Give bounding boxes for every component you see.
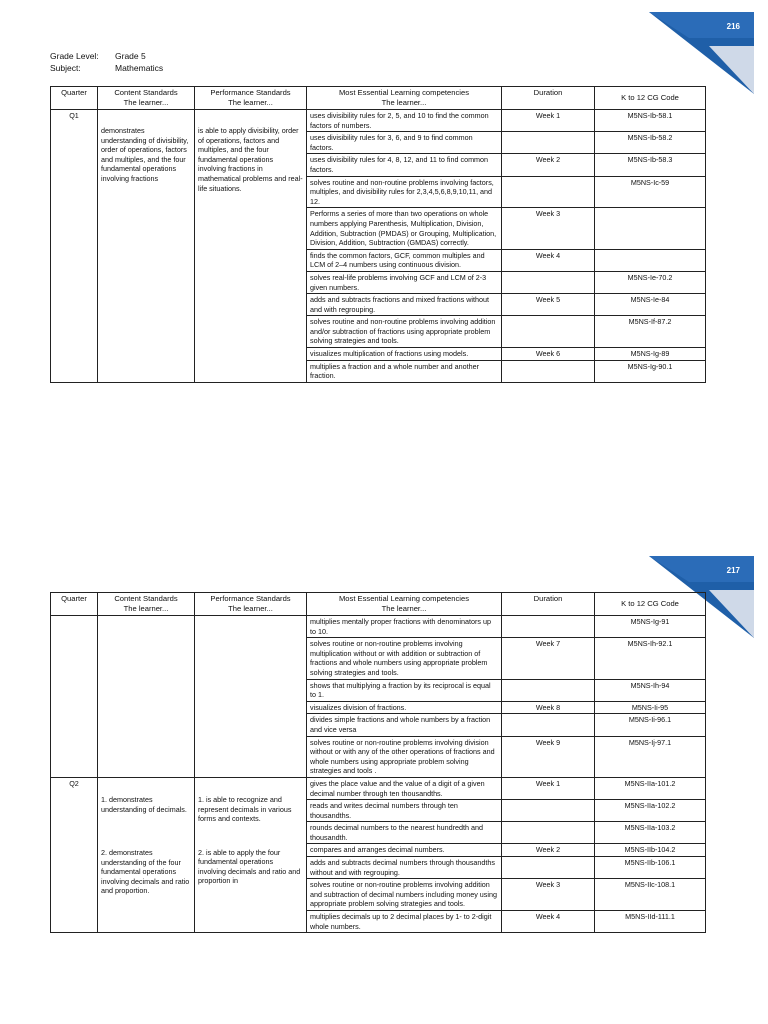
- duration-cell: Week 4: [502, 911, 595, 933]
- melc-cell: gives the place value and the value of a digit of a given decimal number through ten thousandths.: [307, 777, 502, 799]
- document-meta: [50, 50, 163, 74]
- code-cell: M5NS-IIb-106.1: [595, 857, 706, 879]
- melc-cell: visualizes multiplication of fractions using models.: [307, 348, 502, 361]
- performance-standard-cell: [195, 616, 307, 778]
- duration-cell: [502, 271, 595, 293]
- melc-cell: solves routine and non-routine problems involving factors, multiples, and divisibility rules for 2,3,4,5,6,8,9,10,11, and 12.: [307, 176, 502, 208]
- code-header: K to 12 CG Code: [595, 87, 706, 110]
- melc-cell: solves routine or non-routine problems involving division without or with any of the other operations of fractions and whole numbers using appropriate problem solving strategies and tools .: [307, 736, 502, 777]
- curriculum-table: [50, 592, 706, 933]
- table-header-row: [51, 593, 706, 616]
- melc-cell: visualizes division of fractions.: [307, 701, 502, 714]
- melc-cell: rounds decimal numbers to the nearest hundredth and thousandth.: [307, 822, 502, 844]
- duration-cell: Week 6: [502, 348, 595, 361]
- duration-cell: Week 8: [502, 701, 595, 714]
- duration-cell: Week 1: [502, 777, 595, 799]
- grade-level-label: Grade Level:: [50, 51, 99, 61]
- duration-cell: [502, 800, 595, 822]
- duration-header: Duration: [502, 87, 595, 110]
- duration-cell: Week 4: [502, 249, 595, 271]
- melc-cell: solves real-life problems involving GCF and LCM of 2-3 given numbers.: [307, 271, 502, 293]
- duration-cell: [502, 132, 595, 154]
- content-standard-2: 2. demonstrates understanding of the four fundamental operations involving decimals and ratio and proportion.: [101, 848, 190, 896]
- code-header: K to 12 CG Code: [595, 593, 706, 616]
- duration-cell: [502, 360, 595, 382]
- duration-cell: Week 2: [502, 844, 595, 857]
- performance-standard-1: 1. is able to recognize and represent decimals in various forms and contexts.: [198, 794, 292, 824]
- page-number: 216: [726, 22, 740, 31]
- quarter-header: Quarter: [51, 593, 98, 616]
- melc-cell: compares and arranges decimal numbers.: [307, 844, 502, 857]
- duration-cell: [502, 176, 595, 208]
- content-standard-cell: [98, 777, 195, 932]
- melc-cell: uses divisibility rules for 3, 6, and 9 to find common factors.: [307, 132, 502, 154]
- quarter-cell: [51, 616, 98, 778]
- melc-header: Most Essential Learning competencies The learner...: [307, 593, 502, 616]
- duration-cell: Week 1: [502, 110, 595, 132]
- grade-level: Grade 5: [115, 51, 146, 61]
- code-cell: M5NS-Ib-58.3: [595, 154, 706, 176]
- code-cell: M5NS-Ih-92.1: [595, 638, 706, 679]
- melc-cell: multiplies decimals up to 2 decimal places by 1- to 2-digit whole numbers.: [307, 911, 502, 933]
- quarter-cell: Q2: [51, 777, 98, 932]
- code-cell: M5NS-IIc-108.1: [595, 879, 706, 911]
- quarter-cell: Q1: [51, 110, 98, 383]
- melc-cell: reads and writes decimal numbers through ten thousandths.: [307, 800, 502, 822]
- melc-header: Most Essential Learning competencies The learner...: [307, 87, 502, 110]
- duration-cell: Week 5: [502, 294, 595, 316]
- melc-cell: solves routine or non-routine problems involving addition and subtraction of decimal numbers including money using appropriate problem solving strategies and tools.: [307, 879, 502, 911]
- melc-cell: uses divisibility rules for 2, 5, and 10 to find the common factors of numbers.: [307, 110, 502, 132]
- code-cell: M5NS-Ie-70.2: [595, 271, 706, 293]
- duration-header: Duration: [502, 593, 595, 616]
- content-standard-cell: demonstrates understanding of divisibility, order of operations, factors and multiples, and the four fundamental operations involving fractions: [98, 110, 195, 383]
- melc-cell: divides simple fractions and whole numbers by a fraction and vice versa: [307, 714, 502, 736]
- duration-cell: [502, 616, 595, 638]
- content-header: Content Standards The learner...: [98, 593, 195, 616]
- code-cell: M5NS-Ij-97.1: [595, 736, 706, 777]
- melc-cell: shows that multiplying a fraction by its reciprocal is equal to 1.: [307, 679, 502, 701]
- duration-cell: Week 3: [502, 879, 595, 911]
- performance-standard-2: 2. is able to apply the four fundamental operations involving decimals and ratio and proportion in: [198, 847, 301, 886]
- melc-cell: solves routine or non-routine problems involving multiplication without or with addition or subtraction of fractions and whole numbers using appropriate problem solving strategies and tools.: [307, 638, 502, 679]
- melc-cell: solves routine and non-routine problems involving addition and/or subtraction of fractions using appropriate problem solving strategies and tools.: [307, 316, 502, 348]
- melc-cell: adds and subtracts decimal numbers through thousandths without and with regrouping.: [307, 857, 502, 879]
- performance-standard-cell: is able to apply divisibility, order of operations, factors and multiples, and the four fundamental operations involving fractions in mathematical problems and real-life situations.: [195, 110, 307, 383]
- duration-cell: [502, 857, 595, 879]
- code-cell: M5NS-Ig-90.1: [595, 360, 706, 382]
- table-row: [51, 110, 706, 132]
- melc-cell: uses divisibility rules for 4, 8, 12, and 11 to find common factors.: [307, 154, 502, 176]
- performance-header: Performance Standards The learner...: [195, 593, 307, 616]
- code-cell: M5NS-Ig-91: [595, 616, 706, 638]
- melc-cell: adds and subtracts fractions and mixed fractions without and with regrouping.: [307, 294, 502, 316]
- performance-header: Performance Standards The learner...: [195, 87, 307, 110]
- code-cell: M5NS-Ie-84: [595, 294, 706, 316]
- duration-cell: [502, 714, 595, 736]
- content-header: Content Standards The learner...: [98, 87, 195, 110]
- curriculum-table: [50, 86, 706, 383]
- performance-standard-cell: [195, 777, 307, 932]
- code-cell: M5NS-Ii-96.1: [595, 714, 706, 736]
- subject-label: Subject:: [50, 63, 81, 73]
- page-number: 217: [726, 566, 740, 575]
- code-cell: M5NS-IId-111.1: [595, 911, 706, 933]
- duration-cell: Week 3: [502, 208, 595, 249]
- code-cell: M5NS-IIa-103.2: [595, 822, 706, 844]
- code-cell: M5NS-Ib-58.1: [595, 110, 706, 132]
- duration-cell: Week 7: [502, 638, 595, 679]
- code-cell: M5NS-Ih-94: [595, 679, 706, 701]
- code-cell: M5NS-Ic-59: [595, 176, 706, 208]
- table-header-row: [51, 87, 706, 110]
- content-standard-1: 1. demonstrates understanding of decimals.: [101, 794, 187, 814]
- melc-cell: multiplies a fraction and a whole number and another fraction.: [307, 360, 502, 382]
- content-standard-cell: [98, 616, 195, 778]
- subject: Mathematics: [115, 63, 164, 73]
- code-cell: M5NS-IIa-102.2: [595, 800, 706, 822]
- duration-cell: [502, 679, 595, 701]
- melc-cell: finds the common factors, GCF, common multiples and LCM of 2–4 numbers using continuous division.: [307, 249, 502, 271]
- code-cell: M5NS-If-87.2: [595, 316, 706, 348]
- duration-cell: Week 9: [502, 736, 595, 777]
- code-cell: [595, 208, 706, 249]
- page-217: [0, 540, 768, 1024]
- table-row: [51, 777, 706, 799]
- code-cell: [595, 249, 706, 271]
- quarter-header: Quarter: [51, 87, 98, 110]
- melc-cell: Performs a series of more than two operations on whole numbers applying Parenthesis, Multiplication, Division, Addition, Subtraction (PMDAS) or Grouping, Multiplication, Division, Addition, Subtraction (GMDAS) correctly.: [307, 208, 502, 249]
- table-row: [51, 616, 706, 638]
- duration-cell: [502, 316, 595, 348]
- duration-cell: Week 2: [502, 154, 595, 176]
- code-cell: M5NS-Ib-58.2: [595, 132, 706, 154]
- code-cell: M5NS-Ii-95: [595, 701, 706, 714]
- code-cell: M5NS-IIb-104.2: [595, 844, 706, 857]
- code-cell: M5NS-IIa-101.2: [595, 777, 706, 799]
- duration-cell: [502, 822, 595, 844]
- code-cell: M5NS-Ig-89: [595, 348, 706, 361]
- melc-cell: multiplies mentally proper fractions with denominators up to 10.: [307, 616, 502, 638]
